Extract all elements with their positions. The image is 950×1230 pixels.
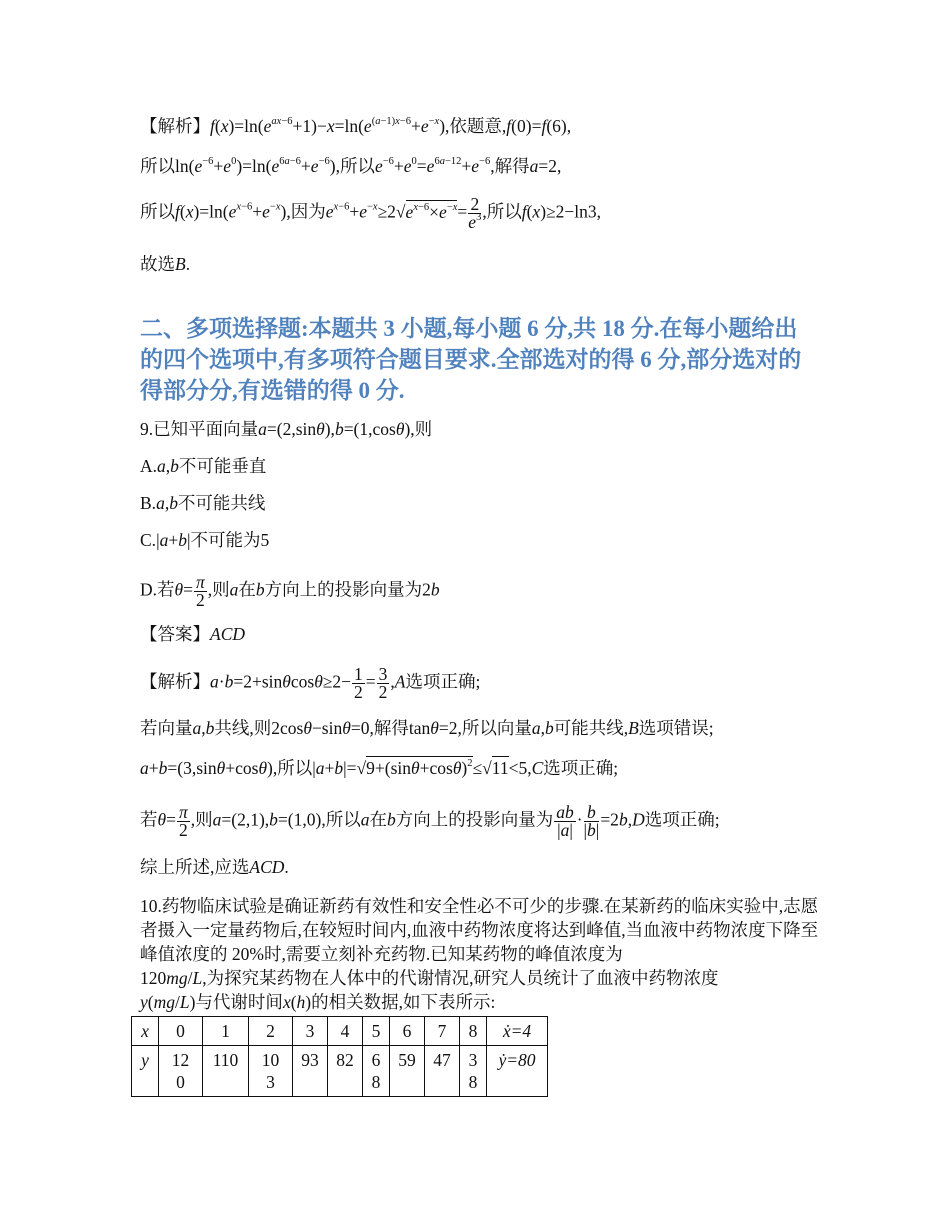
fraction: $\frac{3}{2}$	[378, 664, 388, 702]
table-cell: 0	[159, 1017, 203, 1046]
table-cell: 7	[425, 1017, 460, 1046]
table-cell: 8	[460, 1017, 487, 1046]
table-row	[132, 1017, 548, 1046]
table-cell: 3	[293, 1017, 328, 1046]
table-cell: 38	[460, 1046, 487, 1097]
table-cell: 4	[328, 1017, 363, 1046]
table-row	[132, 1046, 548, 1097]
q9-analysis-line-2: 若向量a,b共线,则2cosθ−sinθ=0,解得tanθ=2,所以向量a,b可能共线,B选项错误;	[140, 718, 714, 738]
q8-conclusion: 故选B.	[140, 254, 191, 274]
table-cell: 1	[203, 1017, 249, 1046]
q9-analysis-line-1: 【解析】a·b=2+sinθcosθ≥2− $\frac{1}{2}$ = $\frac{3}{2}$ ,A选项正确;	[140, 664, 481, 702]
q9-option-d: D.若θ= $\frac{\pi}{2}$ ,则a在b方向上的投影向量为2b	[140, 572, 440, 610]
q9-option-c: C.|a+b|不可能为5	[140, 530, 270, 550]
fraction: $\frac{ab}{|a|}$	[556, 802, 574, 840]
data-table	[131, 1016, 548, 1097]
fraction: $\frac{\pi}{2}$	[178, 802, 188, 840]
table-cell: 59	[390, 1046, 425, 1097]
table-cell: ẏ=80	[487, 1046, 548, 1097]
fraction: $\frac{b}{|b|}$	[583, 802, 600, 840]
table-cell: 68	[363, 1046, 390, 1097]
q9-option-a: A.a,b不可能垂直	[140, 456, 267, 476]
table-cell: 110	[203, 1046, 249, 1097]
q9-option-b: B.a,b不可能共线	[140, 493, 266, 513]
table-cell: 5	[363, 1017, 390, 1046]
answer-value: ACD	[210, 624, 245, 644]
table-cell: 82	[328, 1046, 363, 1097]
table-cell: ẋ=4	[487, 1017, 548, 1046]
section-heading: 二、多项选择题:本题共 3 小题,每小题 6 分,共 18 分.在每小题给出的四个选项中,有多项符合题目要求.全部选对的得 6 分,部分选对的得部分分,有选错的得 0 分.	[140, 316, 802, 403]
fraction: $\frac{2}{e^3}$	[468, 194, 482, 232]
q9-conclusion: 综上所述,应选ACD.	[140, 857, 289, 877]
table-cell: 47	[425, 1046, 460, 1097]
q9-analysis-line-3: a+b=(3,sinθ+cosθ),所以$|a+b|=√9+(\sin\theta+\cos\theta)^2\le√11<5,C$选项正确;	[140, 758, 619, 778]
q8-analysis-line-2: 所以$\ln(e^{-6}+e^0)=\ln(e^{6a-6}+e^{-6})$,所以$e^{-6}+e^0=e^{6a-12}+e^{-6}$,解得a=2,	[140, 156, 562, 176]
table-cell: 120	[159, 1046, 203, 1097]
q8-analysis-line-3: 所以$f(x)=\ln(e^{x-6}+e^{-x})$,因为$e^{x-6}+e^{-x}\ge 2√e^{x-6}\times e^{-x}=$ $\frac{2}{e^3}$ ,所以f(x)≥2−ln3,	[140, 194, 601, 232]
q9-answer: 【答案】ACD	[140, 624, 245, 644]
table-cell: 103	[249, 1046, 293, 1097]
table-cell: 6	[390, 1017, 425, 1046]
table-cell: y	[132, 1046, 159, 1097]
q8-analysis-line-1: 【解析】$f(x)=\ln(e^{ax-6}+1)-x=\ln(e^{(a-1)x-6}+e^{-x})$,依题意,f(0)=f(6),	[140, 116, 572, 136]
q9-analysis-line-4: 若θ= $\frac{\pi}{2}$ ,则a=(2,1),b=(1,0),所以a在b方向上的投影向量为 $\frac{ab}{|a|}$ · $\frac{b}{|b|}$ =2b,D选项正确;	[140, 802, 720, 840]
fraction: $\frac{\pi}{2}$	[196, 572, 205, 610]
table-cell: 2	[249, 1017, 293, 1046]
table-cell: 93	[293, 1046, 328, 1097]
q10-stem: 10.药物临床试验是确证新药有效性和安全性必不可少的步骤.在某新药的临床实验中,志愿者摄入一定量药物后,在较短时间内,血液中药物浓度将达到峰值,当血液中药物浓度下降至峰值浓度的 20%时,需要立刻补充药物.已知某药物的峰值浓度为 120mg/L,为探究某药物在人体中的代谢情况,研究人员统计了血液中药物浓度 y(mg/L)与代谢时间x(h)的相关数据,如下表所示:	[140, 896, 819, 1012]
fraction: $\frac{1}{2}$	[354, 664, 363, 702]
table-cell: x	[132, 1017, 159, 1046]
q9-stem: 9.已知平面向量a=(2,sinθ),b=(1,cosθ),则	[140, 419, 433, 439]
analysis-tag: 【解析】	[140, 116, 210, 136]
